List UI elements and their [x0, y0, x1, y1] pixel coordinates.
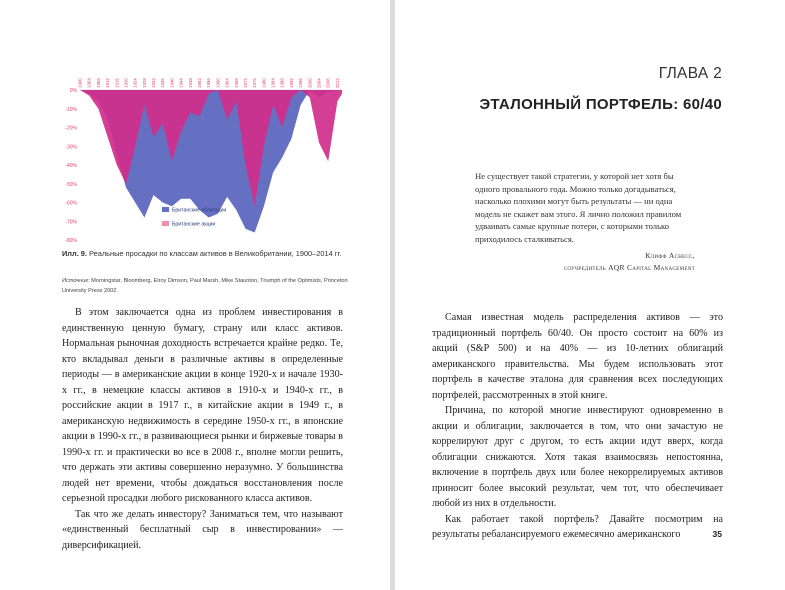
x-tick-label: 1956 [206, 78, 212, 88]
x-tick-label: 2004 [316, 78, 322, 88]
epigraph-quote: Не существует такой стратегии, у которой нет хотя бы одного провального года. Можно только догадываться, насколько плохими могут быть результаты — ни одна модель не скажет вам этого. Я лично положил правилом удваивать самые крупные потери, с которыми только приходилось сталкиваться. [475, 171, 682, 244]
y-tick-label: -80% [65, 238, 77, 242]
x-tick-label: 1988 [279, 78, 285, 88]
right-paragraph-3: Как работает такой портфель? Давайте посмотрим на результаты ребалансируемого ежемесячно американского [432, 513, 723, 540]
x-tick-label: 1984 [270, 78, 276, 88]
y-tick-label: -20% [65, 125, 77, 132]
left-body-text [62, 305, 343, 553]
x-tick-label: 1920 [123, 78, 129, 88]
figure-source-text: Morningstar, Bloomberg, Elroy Dimson, Paul Marsh, Mike Staunton, Triumph of the Optimists, Princeton University Press 2002. [62, 278, 348, 294]
x-tick-label: 2012 [334, 78, 340, 88]
x-tick-label: 1924 [132, 78, 138, 88]
x-tick-label: 1916 [114, 78, 120, 88]
x-tick-label: 1976 [252, 78, 258, 88]
figure-caption [62, 248, 362, 259]
y-tick-label: -50% [65, 181, 77, 188]
figure-source [62, 276, 362, 296]
x-tick-label: 1940 [169, 78, 175, 88]
right-body-text [432, 310, 723, 543]
x-tick-label: 1992 [288, 78, 294, 88]
y-tick-label: -60% [65, 200, 77, 207]
right-paragraph-2: Причина, по которой многие инвестируют одновременно в акции и облигации, заключается в том, что они зачастую не коррелируют друг с другом, то есть акции идут вверх, когда облигации снижаются. Хотя такая взаимосвязь непостоянна, включение в портфель двух или более некоррелируемых активов приносит более высокий результат, чем тот, что обеспечивает любой из них в отдельности. [432, 405, 723, 509]
x-tick-label: 1928 [141, 78, 147, 88]
x-tick-label: 1912 [105, 78, 111, 88]
chapter-label: ГЛАВА 2 [658, 65, 722, 82]
y-tick-label: 0% [69, 88, 77, 94]
x-tick-label: 1908 [95, 78, 101, 88]
epigraph-author: Клифф Аснесс, [645, 251, 695, 260]
left-paragraph-1: В этом заключается одна из проблем инвестирования в единственную ценную бумагу, страну или класс активов. Нормальная рыночная доходность встречается крайне редко. Те, кто вкладывал деньги в различные активы в определенные периоды — в американские акции в конце 1920-х и начале 1930-х гг., в немецкие классы активов в 1910-х и 1940-х гг., в российские акции в 1917 г., в китайские акции в 1949 г., в американскую недвижимость в середине 1950-х гг., в японские акции в 1990-х гг., в развивающиеся рынки и биржевые товары в 1990-х гг. и практически во все в 2008 г., вполне могли решить, что держать эти активы совершенно неразумно. У большинства людей нет времени, чтобы дождаться восстановления после серьезной просадки любого рискованного класса активов. [62, 307, 343, 504]
chapter-title: ЭТАЛОННЫЙ ПОРТФЕЛЬ: 60/40 [479, 96, 722, 113]
x-tick-label: 1996 [298, 78, 304, 88]
y-tick-label: -70% [65, 219, 77, 226]
x-tick-label: 1960 [215, 78, 221, 88]
figure-source-label: Источник: [62, 278, 90, 284]
x-tick-label: 1944 [178, 78, 184, 88]
x-tick-label: 1948 [187, 78, 193, 88]
y-tick-label: -40% [65, 163, 77, 169]
x-tick-label: 1972 [242, 78, 248, 88]
x-tick-label: 1980 [261, 78, 267, 88]
figure-caption-text: Реальные просадки по классам активов в Великобритании, 1900–2014 гг. [89, 249, 342, 258]
x-tick-label: 1904 [86, 78, 92, 88]
drawdown-chart [62, 62, 352, 242]
x-tick-label: 2008 [325, 78, 331, 88]
legend-label-bonds: Британские облигации [172, 207, 227, 214]
x-tick-label: 1968 [233, 78, 239, 88]
y-tick-label: -30% [65, 144, 77, 151]
x-tick-label: 1964 [224, 78, 230, 88]
legend-swatch-bonds [162, 207, 169, 212]
figure-caption-label: Илл. 9. [62, 249, 87, 258]
legend-label-stocks: Британские акции [172, 221, 216, 228]
left-paragraph-2: Так что же делать инвестору? Заниматься тем, что называют «единственный бесплатный сыр в инвестировании» — диверсификацией. [62, 508, 343, 551]
x-tick-label: 1936 [160, 78, 166, 88]
x-tick-label: 1900 [77, 78, 83, 88]
page-number: 35 [712, 529, 722, 539]
x-tick-label: 1932 [151, 78, 157, 88]
legend-swatch-stocks [162, 221, 169, 226]
left-page [0, 0, 390, 590]
epigraph-author-role: соучредитель AQR Capital Management [563, 263, 695, 272]
right-paragraph-1: Самая известная модель распределения активов — это традиционный портфель 60/40. Он просто состоит на 60% из акций (S&P 500) и на 40% — из 10-летних облигаций американского правительства. Мы будем использовать этот портфель в качестве эталона для сравнения всех последующих портфелей, рассмотренных в этой книге. [432, 312, 723, 401]
x-tick-label: 2000 [307, 78, 313, 88]
x-tick-label: 1952 [197, 78, 203, 88]
y-tick-label: -10% [65, 106, 77, 113]
